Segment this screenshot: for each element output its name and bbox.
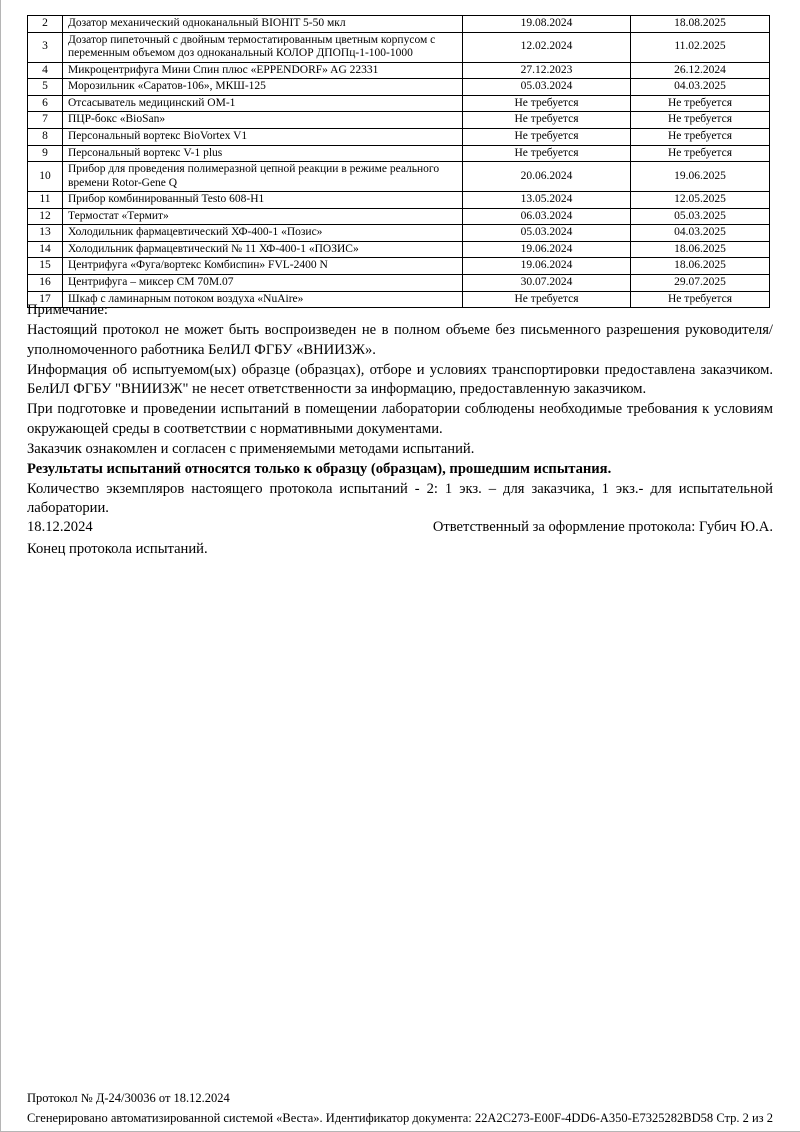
check-date-cell: Не требуется — [463, 145, 631, 162]
check-date-cell: Не требуется — [463, 112, 631, 129]
valid-until-date-cell: 29.07.2025 — [631, 275, 770, 292]
notes-paragraph: Количество экземпляров настоящего протокола испытаний - 2: 1 экз. – для заказчика, 1 экз.- для испытательной лаборатории. — [27, 480, 773, 517]
end-of-protocol-line: Конец протокола испытаний. — [27, 541, 208, 557]
check-date-cell: 20.06.2024 — [463, 162, 631, 192]
row-number-cell: 4 — [28, 62, 63, 79]
notes-label: Примечание: — [27, 302, 108, 318]
valid-until-date-cell: 05.03.2025 — [631, 208, 770, 225]
table-row — [28, 145, 770, 162]
check-date-cell: 19.06.2024 — [463, 258, 631, 275]
check-date-cell: 19.06.2024 — [463, 241, 631, 258]
row-number-cell: 13 — [28, 225, 63, 242]
valid-until-date-cell: 04.03.2025 — [631, 225, 770, 242]
notes-paragraph: Информация об испытуемом(ых) образце (образцах), отборе и условиях транспортировки предоставлена заказчиком. БелИЛ ФГБУ "ВНИИЗЖ" не несет ответственности за информацию, предоставленную заказчиком. — [27, 361, 773, 398]
row-number-cell: 12 — [28, 208, 63, 225]
equipment-name-cell: Прибор для проведения полимеразной цепной реакции в режиме реального времени Rotor-Gene Q — [63, 162, 463, 192]
table-row — [28, 208, 770, 225]
check-date-cell: 30.07.2024 — [463, 275, 631, 292]
check-date-cell: Не требуется — [463, 95, 631, 112]
footer-protocol-number: Протокол № Д-24/30036 от 18.12.2024 — [27, 1091, 230, 1105]
valid-until-date-cell: 04.03.2025 — [631, 79, 770, 96]
table-row — [28, 95, 770, 112]
notes-paragraph: При подготовке и проведении испытаний в помещении лаборатории соблюдены необходимые требования к условиям окружающей среды в соответствии с нормативными документами. — [27, 401, 773, 438]
equipment-name-cell: ПЦР-бокс «BioSan» — [63, 112, 463, 129]
check-date-cell: Не требуется — [463, 128, 631, 145]
signature-row — [27, 518, 773, 538]
row-number-cell: 8 — [28, 128, 63, 145]
table-row — [28, 241, 770, 258]
table-row — [28, 225, 770, 242]
equipment-name-cell: Холодильник фармацевтический № 11 ХФ-400-1 «ПОЗИС» — [63, 241, 463, 258]
table-row — [28, 162, 770, 192]
equipment-name-cell: Дозатор пипеточный с двойным термостатированным цветным корпусом с переменным объемом доз одноканальный КОЛОР ДПОПц-1-100-1000 — [63, 32, 463, 62]
row-number-cell: 9 — [28, 145, 63, 162]
table-row — [28, 258, 770, 275]
row-number-cell: 5 — [28, 79, 63, 96]
equipment-name-cell: Шкаф с ламинарным потоком воздуха «NuAire» — [63, 291, 463, 308]
row-number-cell: 10 — [28, 162, 63, 192]
check-date-cell: 06.03.2024 — [463, 208, 631, 225]
row-number-cell: 3 — [28, 32, 63, 62]
notes-paragraph: Настоящий протокол не может быть воспроизведен не в полном объеме без письменного разрешения руководителя/уполномоченного работника БелИЛ ФГБУ «ВНИИЗЖ». — [27, 321, 773, 358]
equipment-name-cell: Микроцентрифуга Мини Спин плюс «EPPENDORF» AG 22331 — [63, 62, 463, 79]
check-date-cell: Не требуется — [463, 291, 631, 308]
table-row — [28, 112, 770, 129]
equipment-name-cell: Отсасыватель медицинский ОМ-1 — [63, 95, 463, 112]
footer-generated-by: Сгенерировано автоматизированной системой «Веста». Идентификатор документа: 22A2C273-E00F-4DD6-A350-E7325282BD58 — [27, 1111, 714, 1126]
table-row — [28, 79, 770, 96]
valid-until-date-cell: 11.02.2025 — [631, 32, 770, 62]
equipment-name-cell: Холодильник фармацевтический ХФ-400-1 «Позис» — [63, 225, 463, 242]
footer-page-number: Стр. 2 из 2 — [716, 1111, 773, 1126]
check-date-cell: 19.08.2024 — [463, 16, 631, 33]
equipment-name-cell: Центрифуга «Фуга/вортекс Комбиспин» FVL-2400 N — [63, 258, 463, 275]
valid-until-date-cell: 19.06.2025 — [631, 162, 770, 192]
equipment-table-body — [28, 16, 770, 308]
notes-paragraphs — [27, 321, 773, 519]
equipment-name-cell: Персональный вортекс BioVortex V1 — [63, 128, 463, 145]
valid-until-date-cell: 18.06.2025 — [631, 241, 770, 258]
check-date-cell: 12.02.2024 — [463, 32, 631, 62]
footer-second-line — [27, 1108, 773, 1128]
row-number-cell: 11 — [28, 192, 63, 209]
equipment-table — [27, 15, 770, 308]
equipment-name-cell: Прибор комбинированный Testo 608-H1 — [63, 192, 463, 209]
valid-until-date-cell: Не требуется — [631, 145, 770, 162]
row-number-cell: 17 — [28, 291, 63, 308]
row-number-cell: 6 — [28, 95, 63, 112]
valid-until-date-cell: Не требуется — [631, 112, 770, 129]
check-date-cell: 05.03.2024 — [463, 79, 631, 96]
table-row — [28, 128, 770, 145]
equipment-name-cell: Морозильник «Саратов-106», МКШ-125 — [63, 79, 463, 96]
page-footer — [27, 1088, 773, 1129]
valid-until-date-cell: 18.08.2025 — [631, 16, 770, 33]
table-row — [28, 275, 770, 292]
valid-until-date-cell: Не требуется — [631, 95, 770, 112]
row-number-cell: 7 — [28, 112, 63, 129]
row-number-cell: 15 — [28, 258, 63, 275]
check-date-cell: 13.05.2024 — [463, 192, 631, 209]
valid-until-date-cell: Не требуется — [631, 291, 770, 308]
table-row — [28, 32, 770, 62]
notes-section — [27, 301, 773, 519]
row-number-cell: 16 — [28, 275, 63, 292]
notes-paragraph-bold: Результаты испытаний относятся только к образцу (образцам), прошедшим испытания. — [27, 460, 612, 477]
valid-until-date-cell: Не требуется — [631, 128, 770, 145]
row-number-cell: 2 — [28, 16, 63, 33]
notes-paragraph: Заказчик ознакомлен и согласен с применяемыми методами испытаний. — [27, 440, 475, 457]
check-date-cell: 05.03.2024 — [463, 225, 631, 242]
protocol-date: 18.12.2024 — [27, 519, 93, 535]
equipment-name-cell: Дозатор механический одноканальный BIOHIT 5-50 мкл — [63, 16, 463, 33]
valid-until-date-cell: 18.06.2025 — [631, 258, 770, 275]
valid-until-date-cell: 12.05.2025 — [631, 192, 770, 209]
table-row — [28, 16, 770, 33]
responsible-person-line: Ответственный за оформление протокола: Губич Ю.А. — [432, 519, 773, 535]
row-number-cell: 14 — [28, 241, 63, 258]
table-row — [28, 62, 770, 79]
equipment-name-cell: Персональный вортекс V-1 plus — [63, 145, 463, 162]
equipment-name-cell: Центрифуга – миксер СМ 70М.07 — [63, 275, 463, 292]
equipment-name-cell: Термостат «Термит» — [63, 208, 463, 225]
valid-until-date-cell: 26.12.2024 — [631, 62, 770, 79]
table-row — [28, 192, 770, 209]
check-date-cell: 27.12.2023 — [463, 62, 631, 79]
